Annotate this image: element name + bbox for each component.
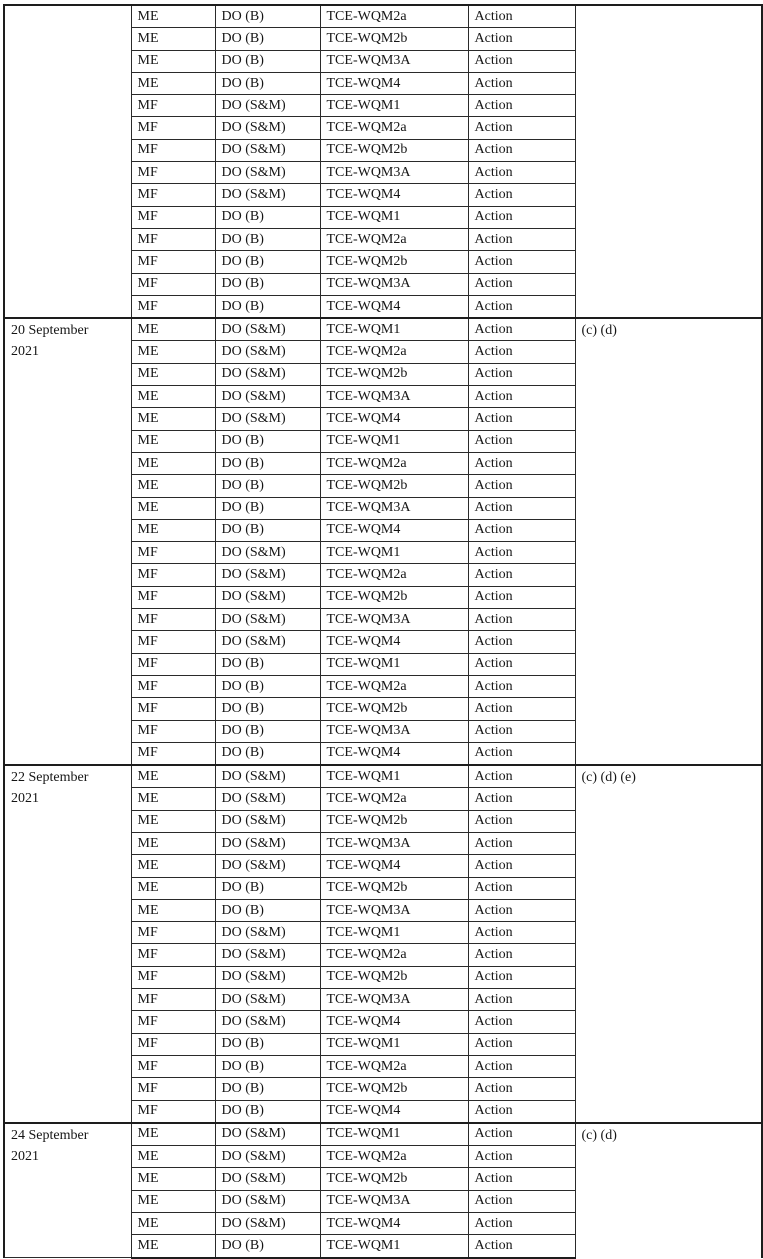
monitor-cell: TCE-WQM3A <box>320 720 468 742</box>
monitor-cell: TCE-WQM3A <box>320 50 468 72</box>
depth-cell: DO (B) <box>215 452 320 474</box>
monitor-cell: TCE-WQM2a <box>320 5 468 28</box>
depth-cell: DO (S&M) <box>215 564 320 586</box>
action-cell: Action <box>468 5 575 28</box>
station-cell: MF <box>131 989 215 1011</box>
station-cell: MF <box>131 1033 215 1055</box>
depth-cell: DO (S&M) <box>215 1213 320 1235</box>
depth-cell: DO (S&M) <box>215 408 320 430</box>
depth-cell: DO (S&M) <box>215 944 320 966</box>
action-cell: Action <box>468 631 575 653</box>
monitor-cell: TCE-WQM2b <box>320 363 468 385</box>
station-cell: MF <box>131 631 215 653</box>
date-cell: 24 September 2021 <box>4 1123 131 1258</box>
monitor-cell: TCE-WQM2a <box>320 452 468 474</box>
station-cell: ME <box>131 1146 215 1168</box>
station-cell: MF <box>131 653 215 675</box>
depth-cell: DO (S&M) <box>215 788 320 810</box>
station-cell: MF <box>131 251 215 273</box>
monitor-cell: TCE-WQM1 <box>320 318 468 341</box>
action-cell: Action <box>468 564 575 586</box>
station-cell: MF <box>131 273 215 295</box>
depth-cell: DO (B) <box>215 72 320 94</box>
depth-cell: DO (S&M) <box>215 810 320 832</box>
action-cell: Action <box>468 184 575 206</box>
monitor-cell: TCE-WQM1 <box>320 765 468 788</box>
action-cell: Action <box>468 1100 575 1123</box>
action-cell: Action <box>468 586 575 608</box>
action-cell: Action <box>468 855 575 877</box>
action-cell: Action <box>468 72 575 94</box>
action-cell: Action <box>468 1011 575 1033</box>
action-cell: Action <box>468 832 575 854</box>
action-cell: Action <box>468 742 575 765</box>
station-cell: ME <box>131 1168 215 1190</box>
depth-cell: DO (B) <box>215 1235 320 1258</box>
depth-cell: DO (B) <box>215 475 320 497</box>
station-cell: ME <box>131 475 215 497</box>
monitoring-log-table <box>3 4 763 1259</box>
station-cell: ME <box>131 386 215 408</box>
action-cell: Action <box>468 609 575 631</box>
station-cell: MF <box>131 1055 215 1077</box>
monitor-cell: TCE-WQM4 <box>320 184 468 206</box>
depth-cell: DO (S&M) <box>215 609 320 631</box>
monitor-cell: TCE-WQM4 <box>320 1100 468 1123</box>
table-row <box>4 5 762 28</box>
station-cell: MF <box>131 720 215 742</box>
depth-cell: DO (S&M) <box>215 363 320 385</box>
action-cell: Action <box>468 452 575 474</box>
station-cell: ME <box>131 5 215 28</box>
action-cell: Action <box>468 922 575 944</box>
depth-cell: DO (S&M) <box>215 586 320 608</box>
station-cell: MF <box>131 922 215 944</box>
monitor-cell: TCE-WQM3A <box>320 497 468 519</box>
station-cell: ME <box>131 497 215 519</box>
monitor-cell: TCE-WQM1 <box>320 1235 468 1258</box>
monitor-cell: TCE-WQM4 <box>320 408 468 430</box>
monitor-cell: TCE-WQM4 <box>320 742 468 765</box>
depth-cell: DO (S&M) <box>215 1190 320 1212</box>
action-cell: Action <box>468 295 575 318</box>
action-cell: Action <box>468 519 575 541</box>
station-cell: MF <box>131 184 215 206</box>
action-cell: Action <box>468 899 575 921</box>
monitor-cell: TCE-WQM4 <box>320 1011 468 1033</box>
depth-cell: DO (S&M) <box>215 139 320 161</box>
depth-cell: DO (B) <box>215 1055 320 1077</box>
action-cell: Action <box>468 989 575 1011</box>
station-cell: ME <box>131 452 215 474</box>
depth-cell: DO (S&M) <box>215 832 320 854</box>
monitor-cell: TCE-WQM4 <box>320 295 468 318</box>
monitor-cell: TCE-WQM2a <box>320 341 468 363</box>
action-cell: Action <box>468 408 575 430</box>
station-cell: ME <box>131 363 215 385</box>
depth-cell: DO (B) <box>215 1033 320 1055</box>
notes-cell: (c) (d) <box>575 1123 762 1258</box>
action-cell: Action <box>468 228 575 250</box>
depth-cell: DO (S&M) <box>215 117 320 139</box>
action-cell: Action <box>468 386 575 408</box>
monitor-cell: TCE-WQM2a <box>320 1146 468 1168</box>
station-cell: MF <box>131 542 215 564</box>
monitor-cell: TCE-WQM3A <box>320 273 468 295</box>
station-cell: ME <box>131 832 215 854</box>
depth-cell: DO (B) <box>215 742 320 765</box>
depth-cell: DO (S&M) <box>215 184 320 206</box>
action-cell: Action <box>468 251 575 273</box>
table-row <box>4 1123 762 1146</box>
monitor-cell: TCE-WQM3A <box>320 386 468 408</box>
action-cell: Action <box>468 206 575 228</box>
station-cell: ME <box>131 1123 215 1146</box>
station-cell: MF <box>131 1078 215 1100</box>
depth-cell: DO (B) <box>215 653 320 675</box>
monitor-cell: TCE-WQM1 <box>320 542 468 564</box>
station-cell: ME <box>131 765 215 788</box>
station-cell: ME <box>131 877 215 899</box>
monitor-cell: TCE-WQM3A <box>320 832 468 854</box>
monitor-cell: TCE-WQM3A <box>320 1190 468 1212</box>
depth-cell: DO (B) <box>215 675 320 697</box>
action-cell: Action <box>468 341 575 363</box>
station-cell: ME <box>131 318 215 341</box>
monitor-cell: TCE-WQM2b <box>320 251 468 273</box>
action-cell: Action <box>468 810 575 832</box>
monitor-cell: TCE-WQM2b <box>320 698 468 720</box>
station-cell: MF <box>131 966 215 988</box>
action-cell: Action <box>468 162 575 184</box>
monitor-cell: TCE-WQM4 <box>320 631 468 653</box>
station-cell: MF <box>131 139 215 161</box>
action-cell: Action <box>468 273 575 295</box>
monitor-cell: TCE-WQM2b <box>320 28 468 50</box>
depth-cell: DO (S&M) <box>215 1123 320 1146</box>
action-cell: Action <box>468 944 575 966</box>
station-cell: MF <box>131 295 215 318</box>
monitor-cell: TCE-WQM2b <box>320 810 468 832</box>
action-cell: Action <box>468 139 575 161</box>
depth-cell: DO (S&M) <box>215 1011 320 1033</box>
depth-cell: DO (B) <box>215 497 320 519</box>
action-cell: Action <box>468 430 575 452</box>
station-cell: MF <box>131 675 215 697</box>
depth-cell: DO (S&M) <box>215 1146 320 1168</box>
date-cell <box>4 5 131 318</box>
monitor-cell: TCE-WQM2b <box>320 475 468 497</box>
monitor-cell: TCE-WQM1 <box>320 95 468 117</box>
station-cell: MF <box>131 609 215 631</box>
depth-cell: DO (S&M) <box>215 966 320 988</box>
action-cell: Action <box>468 966 575 988</box>
depth-cell: DO (B) <box>215 273 320 295</box>
monitor-cell: TCE-WQM1 <box>320 430 468 452</box>
monitor-cell: TCE-WQM2a <box>320 117 468 139</box>
depth-cell: DO (B) <box>215 251 320 273</box>
station-cell: MF <box>131 1100 215 1123</box>
depth-cell: DO (S&M) <box>215 1168 320 1190</box>
notes-cell <box>575 5 762 318</box>
station-cell: MF <box>131 162 215 184</box>
depth-cell: DO (S&M) <box>215 765 320 788</box>
action-cell: Action <box>468 1146 575 1168</box>
depth-cell: DO (B) <box>215 50 320 72</box>
station-cell: MF <box>131 586 215 608</box>
action-cell: Action <box>468 50 575 72</box>
monitor-cell: TCE-WQM2a <box>320 944 468 966</box>
station-cell: ME <box>131 1190 215 1212</box>
monitor-cell: TCE-WQM3A <box>320 899 468 921</box>
station-cell: MF <box>131 228 215 250</box>
depth-cell: DO (B) <box>215 519 320 541</box>
depth-cell: DO (B) <box>215 430 320 452</box>
action-cell: Action <box>468 363 575 385</box>
station-cell: MF <box>131 742 215 765</box>
station-cell: ME <box>131 788 215 810</box>
depth-cell: DO (B) <box>215 720 320 742</box>
date-cell: 22 September 2021 <box>4 765 131 1123</box>
station-cell: ME <box>131 1235 215 1258</box>
action-cell: Action <box>468 877 575 899</box>
depth-cell: DO (S&M) <box>215 95 320 117</box>
table-row <box>4 318 762 341</box>
action-cell: Action <box>468 765 575 788</box>
monitor-cell: TCE-WQM3A <box>320 609 468 631</box>
action-cell: Action <box>468 1168 575 1190</box>
station-cell: MF <box>131 564 215 586</box>
station-cell: ME <box>131 50 215 72</box>
action-cell: Action <box>468 698 575 720</box>
action-cell: Action <box>468 653 575 675</box>
station-cell: ME <box>131 430 215 452</box>
notes-cell: (c) (d) <box>575 318 762 765</box>
depth-cell: DO (S&M) <box>215 922 320 944</box>
action-cell: Action <box>468 1123 575 1146</box>
action-cell: Action <box>468 497 575 519</box>
action-cell: Action <box>468 675 575 697</box>
station-cell: MF <box>131 95 215 117</box>
station-cell: MF <box>131 698 215 720</box>
monitor-cell: TCE-WQM4 <box>320 72 468 94</box>
monitor-cell: TCE-WQM2a <box>320 675 468 697</box>
station-cell: ME <box>131 855 215 877</box>
monitor-cell: TCE-WQM3A <box>320 162 468 184</box>
monitor-cell: TCE-WQM3A <box>320 989 468 1011</box>
action-cell: Action <box>468 318 575 341</box>
depth-cell: DO (B) <box>215 877 320 899</box>
depth-cell: DO (B) <box>215 899 320 921</box>
depth-cell: DO (B) <box>215 295 320 318</box>
station-cell: ME <box>131 341 215 363</box>
monitor-cell: TCE-WQM4 <box>320 1213 468 1235</box>
monitor-cell: TCE-WQM1 <box>320 1123 468 1146</box>
monitor-cell: TCE-WQM2b <box>320 586 468 608</box>
depth-cell: DO (S&M) <box>215 318 320 341</box>
depth-cell: DO (S&M) <box>215 162 320 184</box>
action-cell: Action <box>468 1213 575 1235</box>
monitor-cell: TCE-WQM2a <box>320 228 468 250</box>
station-cell: ME <box>131 810 215 832</box>
station-cell: ME <box>131 28 215 50</box>
depth-cell: DO (B) <box>215 206 320 228</box>
monitor-cell: TCE-WQM2b <box>320 1078 468 1100</box>
date-cell: 20 September 2021 <box>4 318 131 765</box>
station-cell: MF <box>131 117 215 139</box>
monitor-cell: TCE-WQM2a <box>320 788 468 810</box>
action-cell: Action <box>468 788 575 810</box>
monitor-cell: TCE-WQM4 <box>320 855 468 877</box>
depth-cell: DO (S&M) <box>215 386 320 408</box>
action-cell: Action <box>468 95 575 117</box>
table-row <box>4 765 762 788</box>
station-cell: MF <box>131 944 215 966</box>
depth-cell: DO (B) <box>215 5 320 28</box>
depth-cell: DO (B) <box>215 228 320 250</box>
depth-cell: DO (S&M) <box>215 341 320 363</box>
station-cell: ME <box>131 519 215 541</box>
depth-cell: DO (B) <box>215 1100 320 1123</box>
station-cell: ME <box>131 72 215 94</box>
action-cell: Action <box>468 28 575 50</box>
station-cell: ME <box>131 408 215 430</box>
action-cell: Action <box>468 475 575 497</box>
action-cell: Action <box>468 720 575 742</box>
depth-cell: DO (B) <box>215 28 320 50</box>
action-cell: Action <box>468 1235 575 1258</box>
log-table-body <box>4 5 762 1258</box>
action-cell: Action <box>468 117 575 139</box>
depth-cell: DO (S&M) <box>215 542 320 564</box>
monitor-cell: TCE-WQM2b <box>320 139 468 161</box>
monitor-cell: TCE-WQM1 <box>320 653 468 675</box>
depth-cell: DO (B) <box>215 698 320 720</box>
monitor-cell: TCE-WQM2b <box>320 966 468 988</box>
monitor-cell: TCE-WQM1 <box>320 1033 468 1055</box>
action-cell: Action <box>468 1078 575 1100</box>
depth-cell: DO (S&M) <box>215 855 320 877</box>
monitor-cell: TCE-WQM1 <box>320 922 468 944</box>
action-cell: Action <box>468 542 575 564</box>
depth-cell: DO (S&M) <box>215 989 320 1011</box>
action-cell: Action <box>468 1190 575 1212</box>
station-cell: MF <box>131 1011 215 1033</box>
depth-cell: DO (B) <box>215 1078 320 1100</box>
monitor-cell: TCE-WQM2b <box>320 1168 468 1190</box>
depth-cell: DO (S&M) <box>215 631 320 653</box>
notes-cell: (c) (d) (e) <box>575 765 762 1123</box>
station-cell: MF <box>131 206 215 228</box>
monitor-cell: TCE-WQM4 <box>320 519 468 541</box>
action-cell: Action <box>468 1055 575 1077</box>
monitor-cell: TCE-WQM2a <box>320 564 468 586</box>
monitor-cell: TCE-WQM2a <box>320 1055 468 1077</box>
monitor-cell: TCE-WQM1 <box>320 206 468 228</box>
monitor-cell: TCE-WQM2b <box>320 877 468 899</box>
station-cell: ME <box>131 1213 215 1235</box>
action-cell: Action <box>468 1033 575 1055</box>
station-cell: ME <box>131 899 215 921</box>
